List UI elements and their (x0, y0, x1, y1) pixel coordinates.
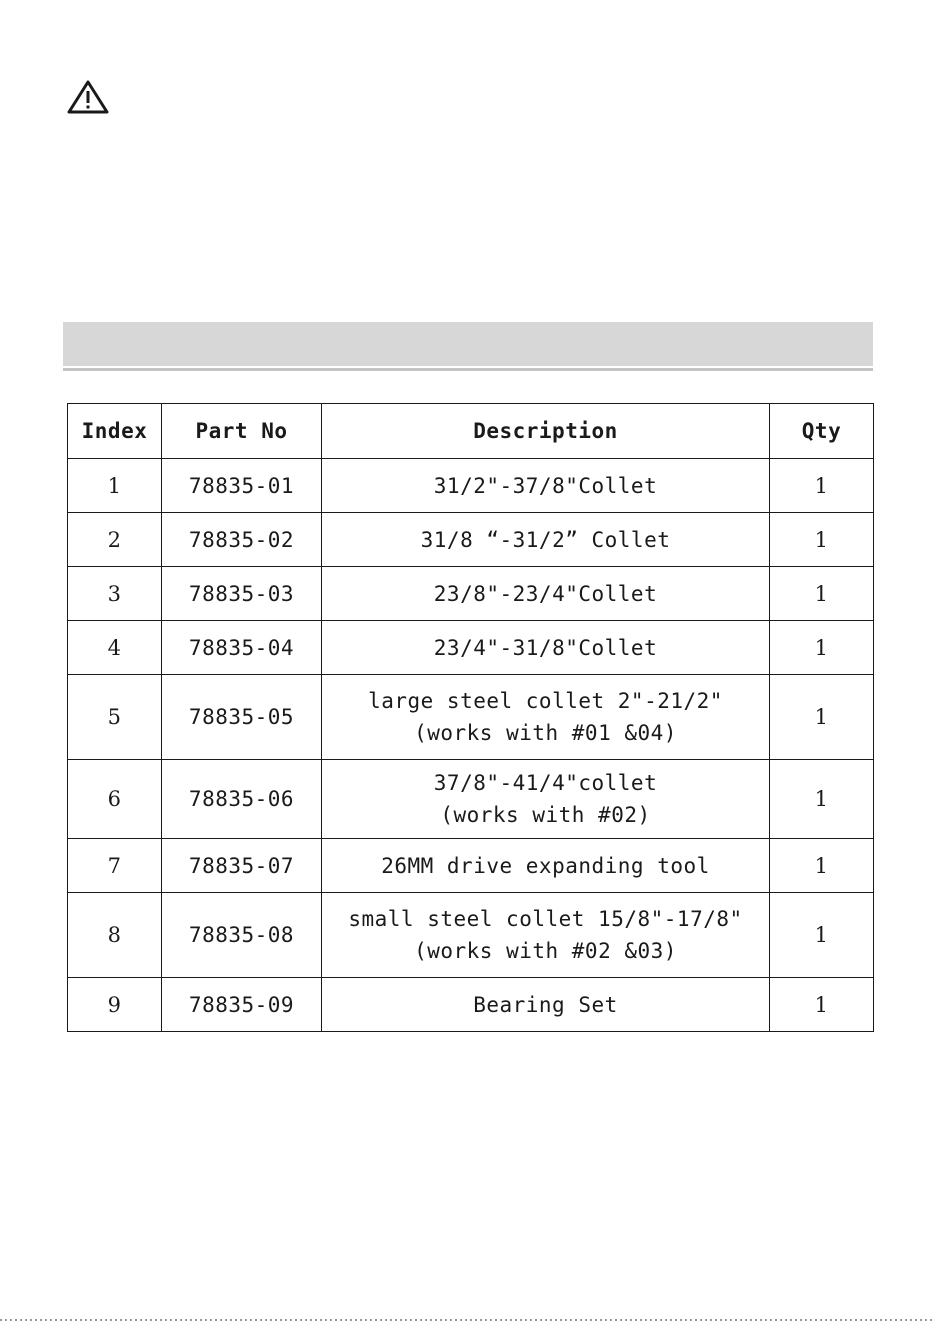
description-line: large steel collet 2"-21/2" (368, 689, 723, 713)
cell-index: 1 (68, 459, 162, 513)
cell-index: 7 (68, 839, 162, 893)
cell-index: 9 (68, 978, 162, 1032)
description-line: 23/4"-31/8"Collet (433, 635, 658, 660)
header-part-no: Part No (162, 404, 322, 459)
cell-index: 8 (68, 893, 162, 978)
table-row (68, 567, 874, 621)
table-row (68, 513, 874, 567)
table-row (68, 893, 874, 978)
description-line: small steel collet 15/8"-17/8" (348, 907, 743, 931)
cell-qty: 1 (770, 839, 874, 893)
warning-triangle-icon (66, 79, 110, 115)
cell-qty: 1 (770, 893, 874, 978)
table-row (68, 675, 874, 760)
cell-description (322, 621, 770, 675)
section-header-bar (63, 322, 873, 366)
cell-qty: 1 (770, 621, 874, 675)
header-index: Index (68, 404, 162, 459)
cell-qty: 1 (770, 760, 874, 839)
description-line: 31/8 “-31/2” Collet (420, 527, 671, 552)
cell-part-no: 78835-07 (162, 839, 322, 893)
cell-description (322, 760, 770, 839)
cell-qty: 1 (770, 513, 874, 567)
cell-index: 2 (68, 513, 162, 567)
cell-part-no: 78835-05 (162, 675, 322, 760)
description-note: (works with #02) (440, 803, 651, 827)
table-header-row (68, 404, 874, 459)
cell-part-no: 78835-06 (162, 760, 322, 839)
table-row (68, 760, 874, 839)
cell-description (322, 513, 770, 567)
parts-list-table (67, 403, 874, 1032)
cell-index: 6 (68, 760, 162, 839)
cell-qty: 1 (770, 675, 874, 760)
description-line: 26MM drive expanding tool (381, 853, 710, 878)
cell-part-no: 78835-01 (162, 459, 322, 513)
header-description: Description (322, 404, 770, 459)
section-divider (63, 368, 873, 371)
cell-index: 4 (68, 621, 162, 675)
cell-part-no: 78835-09 (162, 978, 322, 1032)
page-bottom-border (0, 1319, 932, 1321)
table-row (68, 459, 874, 513)
table-row (68, 621, 874, 675)
cell-part-no: 78835-02 (162, 513, 322, 567)
cell-description (322, 893, 770, 978)
cell-part-no: 78835-03 (162, 567, 322, 621)
cell-qty: 1 (770, 459, 874, 513)
header-qty: Qty (770, 404, 874, 459)
description-line: Bearing Set (473, 992, 618, 1017)
description-line: 31/2"-37/8"Collet (433, 473, 658, 498)
cell-description (322, 978, 770, 1032)
cell-index: 5 (68, 675, 162, 760)
cell-part-no: 78835-08 (162, 893, 322, 978)
table-row (68, 839, 874, 893)
cell-description (322, 839, 770, 893)
description-line: 37/8"-41/4"collet (433, 771, 658, 795)
table-row (68, 978, 874, 1032)
description-line: 23/8"-23/4"Collet (433, 581, 658, 606)
description-note: (works with #02 &03) (414, 939, 677, 963)
cell-qty: 1 (770, 567, 874, 621)
cell-description (322, 459, 770, 513)
description-note: (works with #01 &04) (414, 721, 677, 745)
cell-index: 3 (68, 567, 162, 621)
cell-description (322, 675, 770, 760)
cell-description (322, 567, 770, 621)
cell-part-no: 78835-04 (162, 621, 322, 675)
cell-qty: 1 (770, 978, 874, 1032)
